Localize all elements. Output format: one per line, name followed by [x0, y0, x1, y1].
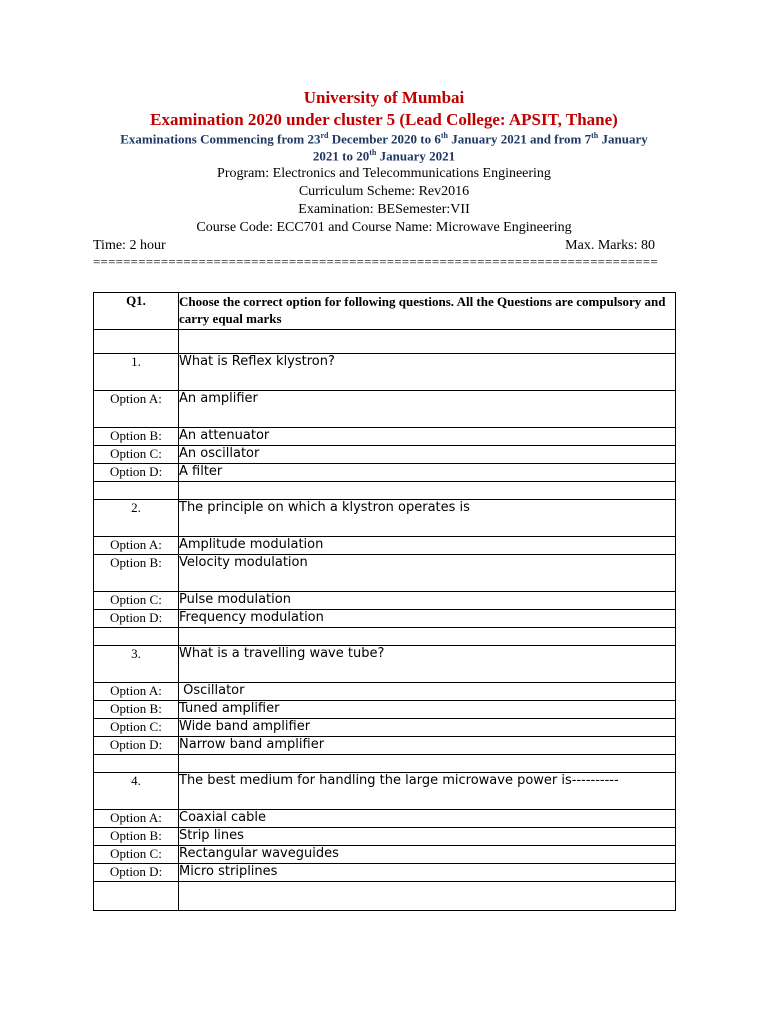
blank-row	[94, 330, 676, 354]
blank-cell	[179, 755, 676, 773]
option-row	[94, 828, 676, 846]
option-text: Oscillator	[179, 683, 676, 701]
question-index: 4.	[94, 773, 179, 810]
question-index: 2.	[94, 500, 179, 537]
option-row	[94, 464, 676, 482]
option-text: A filter	[179, 464, 676, 482]
option-text: Pulse modulation	[179, 592, 676, 610]
option-row	[94, 719, 676, 737]
blank-cell	[94, 882, 179, 911]
blank-cell	[179, 628, 676, 646]
blank-cell	[94, 330, 179, 354]
blank-cell	[179, 482, 676, 500]
option-row	[94, 864, 676, 882]
commencing-line-1: Examinations Commencing from 23rd December 2020 to 6th January 2021 and from 7th January	[120, 131, 648, 147]
question-row	[94, 773, 676, 810]
question-number: Q1.	[94, 293, 179, 330]
exam-title: Examination 2020 under cluster 5 (Lead College: APSIT, Thane)	[150, 110, 618, 129]
option-label: Option C:	[94, 719, 179, 737]
option-row	[94, 737, 676, 755]
question-text: What is a travelling wave tube?	[179, 646, 676, 683]
question-index: 1.	[94, 354, 179, 391]
option-label: Option B:	[94, 428, 179, 446]
option-row	[94, 810, 676, 828]
option-label: Option B:	[94, 555, 179, 592]
option-text: Frequency modulation	[179, 610, 676, 628]
option-row	[94, 537, 676, 555]
university-title: University of Mumbai	[303, 88, 465, 107]
option-text: Micro striplines	[179, 864, 676, 882]
question-row	[94, 354, 676, 391]
option-text: Wide band amplifier	[179, 719, 676, 737]
option-text: An oscillator	[179, 446, 676, 464]
option-label: Option D:	[94, 737, 179, 755]
option-row	[94, 610, 676, 628]
question-table	[93, 292, 676, 911]
option-text: Strip lines	[179, 828, 676, 846]
question-row	[94, 500, 676, 537]
option-text: An attenuator	[179, 428, 676, 446]
program-line: Program: Electronics and Telecommunications Engineering	[217, 166, 551, 181]
question-instructions: Choose the correct option for following questions. All the Questions are compulsory and carry equal marks	[179, 293, 676, 330]
option-text: Narrow band amplifier	[179, 737, 676, 755]
option-row	[94, 391, 676, 428]
time-label: Time: 2 hour	[93, 238, 166, 253]
blank-row	[94, 882, 676, 911]
blank-cell	[94, 628, 179, 646]
option-label: Option D:	[94, 464, 179, 482]
option-row	[94, 701, 676, 719]
question-text: The best medium for handling the large microwave power is----------	[179, 773, 676, 810]
separator-line: ===========================================================================	[93, 254, 658, 269]
option-label: Option C:	[94, 592, 179, 610]
course-line: Course Code: ECC701 and Course Name: Microwave Engineering	[196, 220, 572, 235]
question-header-row	[94, 293, 676, 330]
blank-row	[94, 755, 676, 773]
option-text: Coaxial cable	[179, 810, 676, 828]
option-row	[94, 446, 676, 464]
option-text: Velocity modulation	[179, 555, 676, 592]
blank-row	[94, 628, 676, 646]
option-row	[94, 592, 676, 610]
option-label: Option B:	[94, 828, 179, 846]
curriculum-line: Curriculum Scheme: Rev2016	[298, 184, 470, 199]
option-label: Option B:	[94, 701, 179, 719]
option-row	[94, 555, 676, 592]
option-label: Option D:	[94, 864, 179, 882]
blank-cell	[179, 882, 676, 911]
blank-cell	[179, 330, 676, 354]
max-marks-label: Max. Marks: 80	[565, 238, 655, 253]
blank-cell	[94, 755, 179, 773]
option-label: Option A:	[94, 537, 179, 555]
option-text: Rectangular waveguides	[179, 846, 676, 864]
question-row	[94, 646, 676, 683]
option-label: Option A:	[94, 683, 179, 701]
option-row	[94, 846, 676, 864]
option-row	[94, 428, 676, 446]
blank-cell	[94, 482, 179, 500]
examination-line: Examination: BESemester:VII	[298, 202, 470, 217]
option-row	[94, 683, 676, 701]
option-text: An amplifier	[179, 391, 676, 428]
option-label: Option A:	[94, 391, 179, 428]
commencing-line-2: 2021 to 20th January 2021	[312, 148, 456, 164]
option-label: Option C:	[94, 846, 179, 864]
option-label: Option D:	[94, 610, 179, 628]
question-text: The principle on which a klystron operates is	[179, 500, 676, 537]
blank-row	[94, 482, 676, 500]
question-text: What is Reflex klystron?	[179, 354, 676, 391]
option-text: Amplitude modulation	[179, 537, 676, 555]
option-label: Option C:	[94, 446, 179, 464]
option-text: Tuned amplifier	[179, 701, 676, 719]
question-index: 3.	[94, 646, 179, 683]
option-label: Option A:	[94, 810, 179, 828]
